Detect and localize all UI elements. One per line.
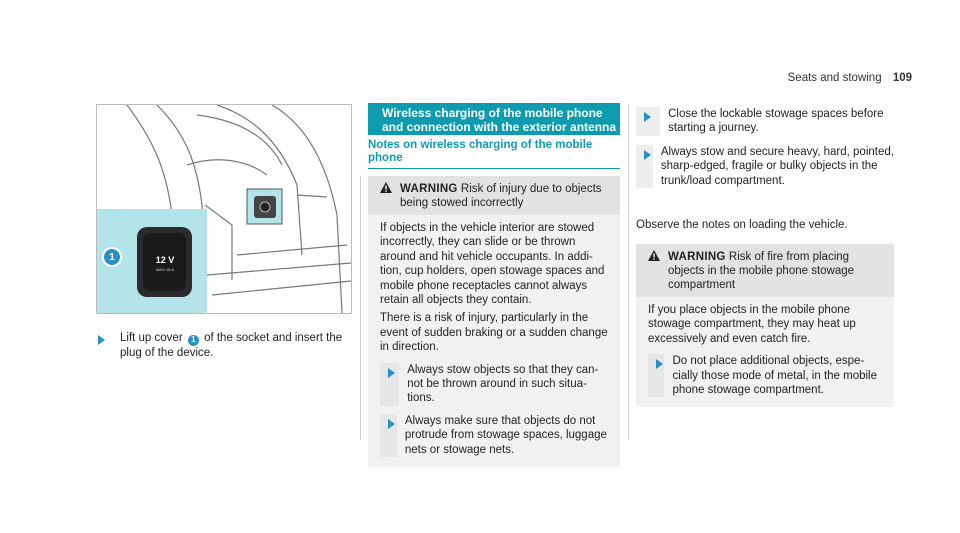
step-close-spaces [636, 107, 894, 136]
warning-headline: Risk of fire from placing objects in the mobile phone stowage compartment [668, 251, 855, 291]
warning-paragraph: If you place objects in the mobile phone stowage compartment, they may heat up excessively and even catch fire. [648, 304, 856, 345]
warning-label: WARNING [400, 183, 458, 195]
warning-box-fire [636, 244, 894, 407]
step-text: Close the lockable stowage spaces before starting a journey. [668, 108, 884, 135]
warning-triangle-icon [380, 182, 400, 210]
step-lift-cover [96, 331, 350, 360]
warning-step-text: Always stow objects so that they can-not be thrown around in such situa-tions. [407, 363, 599, 405]
warning-header [636, 244, 894, 297]
loading-note: Observe the notes on loading the vehicle. [636, 219, 848, 231]
step-arrow-icon [98, 335, 105, 345]
page-number: 109 [892, 72, 912, 84]
warning-headline: Risk of injury due to objects being stowed incorrectly [400, 183, 602, 209]
warning-triangle-icon [648, 250, 668, 292]
section-title: Wireless charging of the mobile phone and connection with the exterior antenna [368, 103, 620, 135]
step-text: Always stow and secure heavy, hard, pointed, sharp-edged, fragile or bulky objects in the trunk/load compartment. [660, 145, 894, 187]
step-arrow-icon [644, 150, 651, 160]
socket-rating: MAX 15 A [156, 267, 174, 272]
callout-badge [104, 249, 120, 265]
column-divider-right [628, 104, 629, 440]
warning-body [636, 297, 894, 407]
step-arrow-icon [644, 112, 651, 122]
column-divider-left [360, 176, 361, 440]
step-text-before: Lift up cover [120, 332, 183, 344]
cover-callout-icon: 1 [188, 335, 199, 346]
warning-step-text: Always make sure that objects do not protrude from stowage spaces, luggage nets or stowage nets. [404, 414, 607, 456]
running-header [788, 72, 912, 84]
warning-body [368, 215, 620, 467]
warning-step-text: Do not place additional objects, espe-cially those mode of metal, in the mobile phone stowage compartment. [672, 355, 877, 397]
step-stow-heavy [636, 145, 894, 188]
step-arrow-icon [656, 359, 663, 369]
trunk-line-drawing [97, 105, 351, 313]
warning-box-stowing [368, 176, 620, 467]
warning-label: WARNING [668, 251, 726, 263]
callout-number: 1 [109, 251, 115, 263]
step-arrow-icon [388, 368, 395, 378]
warning-step-2 [380, 414, 610, 457]
step-arrow-icon [388, 419, 395, 429]
trunk-socket-illustration [96, 104, 352, 314]
warning-paragraph-2: There is a risk of injury, particularly in the event of sudden braking or a sudden change in direction. [380, 312, 608, 354]
warning-step [648, 354, 884, 397]
stowing-steps [636, 107, 894, 197]
subsection-title: Notes on wireless charging of the mobile phone [368, 139, 620, 169]
warning-header [368, 176, 620, 215]
warning-paragraph-1: If objects in the vehicle interior are stowed incorrectly, they can slide or be thrown around and hit vehicle occupants. In addi-tion, cup holders, open stowage spaces and mobile phone receptacles cannot always retain all objects they contain. [380, 222, 605, 307]
warning-step-1 [380, 363, 610, 406]
socket-label: 12 V [155, 255, 175, 265]
section-name: Seats and stowing [787, 72, 882, 84]
step-text-after: of the socket and insert the plug of the device. [120, 332, 343, 359]
